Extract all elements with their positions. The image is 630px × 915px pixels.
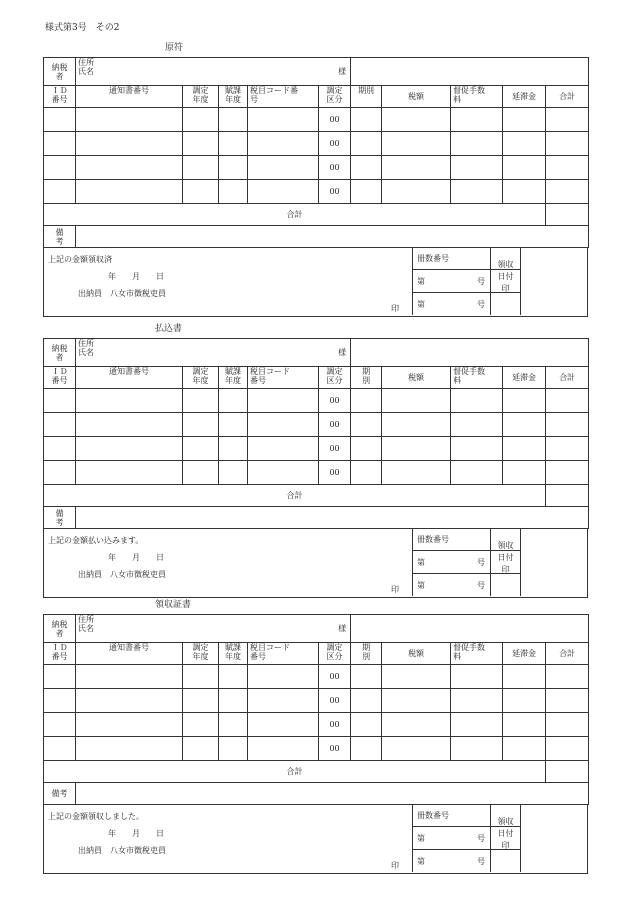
code-cell: 00 xyxy=(319,737,351,761)
remarks-label: 備 考 xyxy=(44,507,76,529)
table-row xyxy=(44,132,589,156)
col-late: 延滞金 xyxy=(503,367,546,389)
col-fee: 督促手数 料 xyxy=(451,86,503,108)
form-section xyxy=(43,324,588,598)
remarks-value[interactable] xyxy=(76,507,589,529)
receipt-footer xyxy=(43,248,588,317)
table-row xyxy=(44,461,589,485)
receipt-footer xyxy=(43,805,588,874)
taxpayer-blank[interactable] xyxy=(351,58,589,86)
receipt-footer xyxy=(43,529,588,598)
col-tax-amount: 税額 xyxy=(382,86,451,108)
book-number-box: 冊数番号 第 号 第 号 xyxy=(412,247,520,315)
col-tax-code: 税目コード 番号 xyxy=(248,367,319,389)
col-notice-no: 通知書番号 xyxy=(76,86,183,108)
taxpayer-label: 納税 者 xyxy=(44,615,76,643)
col-fuka-nendo: 賦課 年度 xyxy=(219,367,248,389)
statement-text: 上記の金額領収しました。 xyxy=(48,812,144,821)
section-title: 領収証書 xyxy=(155,600,192,610)
table-row xyxy=(44,108,589,132)
col-id: ＩＤ 番号 xyxy=(44,643,76,665)
table-row xyxy=(44,413,589,437)
code-cell: 00 xyxy=(319,665,351,689)
col-total: 合計 xyxy=(546,86,589,108)
total-label: 合計 xyxy=(44,761,546,783)
col-tei-kubun: 調定 区分 xyxy=(319,643,351,665)
table-row xyxy=(44,689,589,713)
taxpayer-row xyxy=(44,58,589,86)
code-cell: 00 xyxy=(319,132,351,156)
tax-table xyxy=(43,338,589,529)
col-tax-amount: 税額 xyxy=(382,643,451,665)
col-tei-nendo: 調定 年度 xyxy=(183,367,219,389)
col-tax-amount: 税額 xyxy=(382,367,451,389)
col-id: ＩＤ 番号 xyxy=(44,367,76,389)
col-period: 期別 xyxy=(351,86,382,108)
form-section xyxy=(43,600,588,874)
col-tax-code: 税目コード番 号 xyxy=(248,86,319,108)
code-cell: 00 xyxy=(319,156,351,180)
section-title: 原符 xyxy=(165,43,184,53)
book-no-label: 冊数番号 xyxy=(417,811,449,820)
receipt-date-seal: 領収 日付 印 xyxy=(490,247,520,315)
remarks-row xyxy=(44,507,589,529)
remarks-row xyxy=(44,783,589,805)
code-cell: 00 xyxy=(319,108,351,132)
total-value[interactable] xyxy=(546,761,589,783)
column-header-row xyxy=(44,86,589,108)
seal-area[interactable] xyxy=(520,804,588,872)
remarks-label: 備 考 xyxy=(44,226,76,248)
remarks-row xyxy=(44,226,589,248)
total-value[interactable] xyxy=(546,485,589,507)
receipt-date-seal: 領収 日付 印 xyxy=(490,804,520,872)
date-line: 年 月 日 xyxy=(108,553,164,562)
col-notice-no: 通知書番号 xyxy=(76,643,183,665)
total-row xyxy=(44,485,589,507)
address-name-cell[interactable]: 住所 氏名 様 xyxy=(76,615,351,643)
col-tax-code: 税目コード 番号 xyxy=(248,643,319,665)
col-period: 期 別 xyxy=(351,643,382,665)
seal-mark: 印 xyxy=(391,585,399,594)
col-tei-nendo: 調定 年度 xyxy=(183,86,219,108)
table-row xyxy=(44,180,589,204)
code-cell: 00 xyxy=(319,713,351,737)
book-no-label: 冊数番号 xyxy=(417,535,449,544)
cashier-text: 出納員 八女市徴税吏員 xyxy=(78,846,166,855)
col-id: ＩＤ 番号 xyxy=(44,86,76,108)
table-row xyxy=(44,437,589,461)
address-name-cell[interactable]: 住所 氏名 様 xyxy=(76,339,351,367)
statement-text: 上記の金額払い込みます。 xyxy=(48,536,144,545)
taxpayer-blank[interactable] xyxy=(351,615,589,643)
date-line: 年 月 日 xyxy=(108,272,164,281)
cashier-text: 出納員 八女市徴税吏員 xyxy=(78,289,166,298)
code-cell: 00 xyxy=(319,180,351,204)
column-header-row xyxy=(44,367,589,389)
remarks-value[interactable] xyxy=(76,783,589,805)
col-total: 合計 xyxy=(546,367,589,389)
table-row xyxy=(44,665,589,689)
taxpayer-blank[interactable] xyxy=(351,339,589,367)
column-header-row xyxy=(44,643,589,665)
tax-table xyxy=(43,614,589,805)
seal-area[interactable] xyxy=(520,247,588,315)
book-number-box: 冊数番号 第 号 第 号 xyxy=(412,804,520,872)
col-fee: 督促手数 料 xyxy=(451,643,503,665)
taxpayer-row xyxy=(44,615,589,643)
remarks-value[interactable] xyxy=(76,226,589,248)
code-cell: 00 xyxy=(319,437,351,461)
seal-mark: 印 xyxy=(391,861,399,870)
col-fuka-nendo: 賦課 年度 xyxy=(219,86,248,108)
table-row xyxy=(44,389,589,413)
total-row xyxy=(44,204,589,226)
taxpayer-row xyxy=(44,339,589,367)
taxpayer-label: 納税 者 xyxy=(44,339,76,367)
seal-mark: 印 xyxy=(391,304,399,313)
receipt-date-seal: 領収 日付 印 xyxy=(490,528,520,596)
section-title: 払込書 xyxy=(155,324,183,334)
code-cell: 00 xyxy=(319,413,351,437)
col-notice-no: 通知書番号 xyxy=(76,367,183,389)
table-row xyxy=(44,737,589,761)
col-late: 延滞金 xyxy=(503,86,546,108)
total-value[interactable] xyxy=(546,204,589,226)
code-cell: 00 xyxy=(319,689,351,713)
tax-table xyxy=(43,57,589,248)
date-line: 年 月 日 xyxy=(108,829,164,838)
col-late: 延滞金 xyxy=(503,643,546,665)
cashier-text: 出納員 八女市徴税吏員 xyxy=(78,570,166,579)
seal-area[interactable] xyxy=(520,528,588,596)
book-number-box: 冊数番号 第 号 第 号 xyxy=(412,528,520,596)
col-period: 期 別 xyxy=(351,367,382,389)
total-label: 合計 xyxy=(44,204,546,226)
col-tei-nendo: 調定 年度 xyxy=(183,643,219,665)
code-cell: 00 xyxy=(319,461,351,485)
table-row xyxy=(44,156,589,180)
col-tei-kubun: 調定 区分 xyxy=(319,86,351,108)
remarks-label: 備考 xyxy=(44,783,76,805)
form-id: 様式第3号 その2 xyxy=(45,23,120,33)
col-tei-kubun: 調定 区分 xyxy=(319,367,351,389)
col-fuka-nendo: 賦課 年度 xyxy=(219,643,248,665)
col-fee: 督促手数 料 xyxy=(451,367,503,389)
form-section xyxy=(43,43,588,317)
statement-text: 上記の金額領収済 xyxy=(48,255,112,264)
book-no-label: 冊数番号 xyxy=(417,254,449,263)
col-total: 合計 xyxy=(546,643,589,665)
total-label: 合計 xyxy=(44,485,546,507)
address-name-cell[interactable]: 住所 氏名 様 xyxy=(76,58,351,86)
taxpayer-label: 納税 者 xyxy=(44,58,76,86)
code-cell: 00 xyxy=(319,389,351,413)
table-row xyxy=(44,713,589,737)
total-row xyxy=(44,761,589,783)
